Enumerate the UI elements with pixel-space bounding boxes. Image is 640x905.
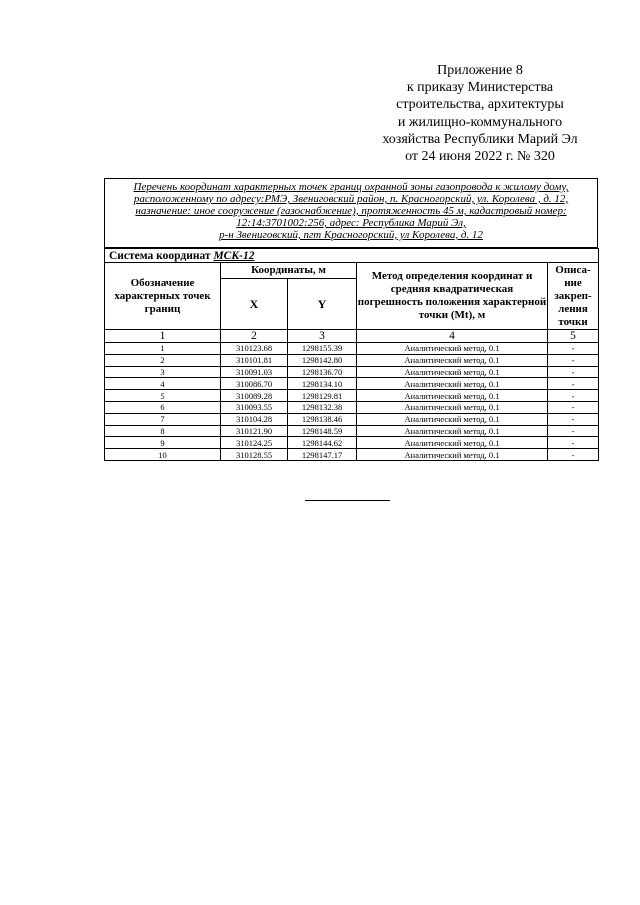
description-value: - — [548, 343, 599, 355]
col-point-header: Обозначение характерных точек границ — [105, 263, 221, 330]
description-value: - — [548, 378, 599, 390]
x-value: 310086.70 — [221, 378, 288, 390]
x-value: 310128.55 — [221, 449, 288, 461]
header-line: к приказу Министерства — [406, 80, 554, 96]
system-label: Система координат — [109, 249, 211, 262]
method-value: Аналитический метод, 0.1 — [357, 390, 548, 402]
point-number: 8 — [105, 425, 221, 437]
col-coords-header: Координаты, м — [221, 263, 357, 279]
point-number: 3 — [105, 366, 221, 378]
x-value: 310101.81 — [221, 354, 288, 366]
method-value: Аналитический метод, 0.1 — [357, 378, 548, 390]
method-value: Аналитический метод, 0.1 — [357, 425, 548, 437]
method-value: Аналитический метод, 0.1 — [357, 413, 548, 425]
description-value: - — [548, 354, 599, 366]
column-number: 3 — [288, 330, 357, 343]
description-value: - — [548, 449, 599, 461]
description-value: - — [548, 425, 599, 437]
x-value: 310104.28 — [221, 413, 288, 425]
description-value: - — [548, 366, 599, 378]
point-number: 4 — [105, 378, 221, 390]
header-line: хозяйства Республики Марий Эл — [382, 131, 578, 147]
column-number: 4 — [357, 330, 548, 343]
method-value: Аналитический метод, 0.1 — [357, 401, 548, 413]
method-value: Аналитический метод, 0.1 — [357, 366, 548, 378]
col-y-header: Y — [288, 279, 357, 330]
system-row — [105, 249, 599, 263]
table-row — [105, 354, 599, 366]
method-value: Аналитический метод, 0.1 — [357, 343, 548, 355]
title-line: р-н Звениговский, пгт Красногорский, ул Королева, д. 12 — [219, 229, 483, 241]
appendix-header — [360, 62, 600, 165]
y-value: 1298138.46 — [288, 413, 357, 425]
title-line: Перечень координат характерных точек границ охранной зоны газопровода к жилому дому, — [133, 181, 569, 193]
y-value: 1298148.59 — [288, 425, 357, 437]
point-number: 2 — [105, 354, 221, 366]
col-description-header: Описа-ние закреп-ления точки — [548, 263, 599, 330]
table-row — [105, 437, 599, 449]
col-method-header: Метод определения координат и средняя квадратическая погрешность положения характерной точки (Mt), м — [357, 263, 548, 330]
method-value: Аналитический метод, 0.1 — [357, 449, 548, 461]
point-number: 1 — [105, 343, 221, 355]
column-number: 2 — [221, 330, 288, 343]
x-value: 310093.55 — [221, 401, 288, 413]
x-value: 310123.68 — [221, 343, 288, 355]
y-value: 1298144.62 — [288, 437, 357, 449]
y-value: 1298129.81 — [288, 390, 357, 402]
description-value: - — [548, 413, 599, 425]
y-value: 1298136.70 — [288, 366, 357, 378]
x-value: 310089.28 — [221, 390, 288, 402]
coordinates-table — [104, 248, 599, 461]
column-number: 5 — [548, 330, 599, 343]
header-line: строительства, архитектуры — [396, 97, 564, 113]
title-line: расположенному по адресу:РМЭ, Звениговский район, п. Красногорский, ул. Королева , д. 12, — [133, 193, 569, 205]
table-row — [105, 449, 599, 461]
description-value: - — [548, 401, 599, 413]
y-value: 1298155.39 — [288, 343, 357, 355]
description-value: - — [548, 437, 599, 449]
y-value: 1298142.80 — [288, 354, 357, 366]
point-number: 6 — [105, 401, 221, 413]
header-row — [105, 263, 599, 279]
table-row — [105, 343, 599, 355]
y-value: 1298134.10 — [288, 378, 357, 390]
system-value: МСК-12 — [213, 249, 255, 262]
table-row — [105, 390, 599, 402]
x-value: 310091.03 — [221, 366, 288, 378]
table-row — [105, 413, 599, 425]
table-row — [105, 425, 599, 437]
point-number: 10 — [105, 449, 221, 461]
description-value: - — [548, 390, 599, 402]
point-number: 7 — [105, 413, 221, 425]
point-number: 5 — [105, 390, 221, 402]
x-value: 310124.25 — [221, 437, 288, 449]
header-line: и жилищно-коммунального — [397, 114, 563, 130]
table-title — [106, 181, 596, 241]
title-line: 12:14:3701002:256, адрес: Республика Марий Эл, — [236, 217, 466, 229]
header-line: от 24 июня 2022 г. № 320 — [405, 149, 555, 165]
y-value: 1298132.38 — [288, 401, 357, 413]
col-x-header: X — [221, 279, 288, 330]
table-row — [105, 366, 599, 378]
method-value: Аналитический метод, 0.1 — [357, 354, 548, 366]
table-row — [105, 378, 599, 390]
title-line: назначение: иное сооружение (газоснабжение), протяженность 45 м, кадастровый номер: — [135, 205, 567, 217]
header-line: Приложение 8 — [437, 63, 523, 78]
end-divider-line — [305, 500, 390, 501]
table-row — [105, 401, 599, 413]
x-value: 310121.90 — [221, 425, 288, 437]
method-value: Аналитический метод, 0.1 — [357, 437, 548, 449]
point-number: 9 — [105, 437, 221, 449]
coordinate-system — [105, 249, 599, 263]
y-value: 1298147.17 — [288, 449, 357, 461]
column-number: 1 — [105, 330, 221, 343]
column-number-row — [105, 330, 599, 343]
